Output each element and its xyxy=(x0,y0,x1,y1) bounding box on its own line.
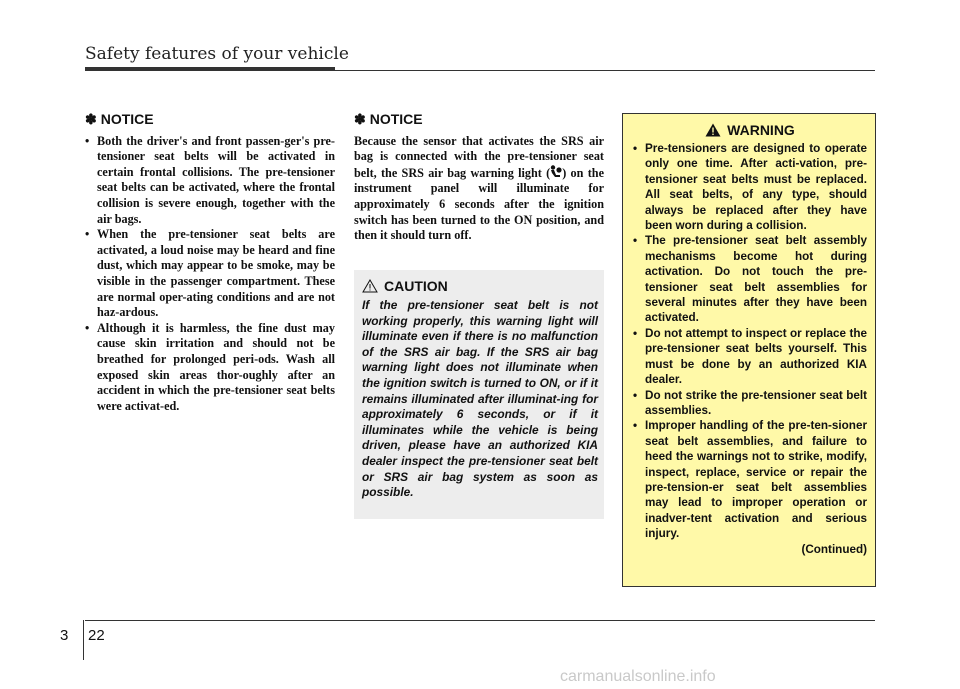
notice-left-item: • When the pre-tensioner seat belts are activated, a loud noise may be heard and fine dust, which may appear to be smoke, may be visible in the passenger compartment. These are normal oper-ating conditions and are not haz-ardous. xyxy=(85,227,335,321)
notice-star-icon: ✽ xyxy=(354,111,366,127)
page-number: 22 xyxy=(88,627,105,644)
warning-item: • Do not strike the pre-tensioner seat belt assemblies. xyxy=(633,388,867,419)
footer-rule xyxy=(85,620,875,621)
notice-left-list xyxy=(85,134,335,415)
warning-list xyxy=(633,141,867,542)
notice-right-text-before: Because the sensor that activates the SRS air bag is connected with the pre-tensioner seat belt, the SRS air bag warning light ( xyxy=(354,133,604,180)
notice-left-section xyxy=(85,112,335,414)
warning-triangle-icon xyxy=(705,123,721,137)
caution-heading-text: CAUTION xyxy=(384,278,448,294)
caution-box xyxy=(354,270,604,519)
warning-heading xyxy=(633,122,867,138)
notice-left-item: • Although it is harmless, the fine dust may cause skin irritation and should not be breathed for prolonged peri-ods. Wash all exposed skin areas thor-oughly after an accident in which the pre-tensioner seat belts were activat-ed. xyxy=(85,321,335,415)
warning-item: • Pre-tensioners are designed to operate only one time. After acti-vation, pre-tensioner seat belts must be replaced. All seat belts, of any type, should always be replaced after they have been worn during a collision. xyxy=(633,141,867,233)
footer-divider xyxy=(83,620,84,660)
caution-heading xyxy=(362,278,598,294)
section-number: 3 xyxy=(60,627,69,644)
notice-left-heading xyxy=(85,112,335,128)
notice-right-text-after: ) on the instrument panel will illuminate for approximately 6 seconds after the ignition switch has been turned to the ON position, and then it should turn off. xyxy=(354,165,604,243)
continued-label: (Continued) xyxy=(801,542,867,556)
warning-box xyxy=(622,113,876,587)
notice-right-paragraph xyxy=(354,134,604,244)
notice-right-heading-text: NOTICE xyxy=(369,111,423,127)
notice-left-item: • Both the driver's and front passen-ger's pre-tensioner seat belts will be activated in certain frontal collisions. The pre-tensioner seat belts can be activated, where the frontal collision is severe enough, together with the air bags. xyxy=(85,134,335,228)
notice-left-heading-text: NOTICE xyxy=(100,111,154,127)
notice-right-heading xyxy=(354,112,604,128)
caution-triangle-icon xyxy=(362,279,378,293)
warning-heading-text: WARNING xyxy=(727,122,795,138)
watermark: carmanualsonline.info xyxy=(560,668,716,685)
notice-star-icon: ✽ xyxy=(85,111,97,127)
caution-text: If the pre-tensioner seat belt is not working properly, this warning light will illuminate even if there is no malfunction of the SRS air bag. If the SRS air bag warning light does not illuminate when the ignition switch is turned to ON, or if it remains illuminated after illuminat-ing for approximately 6 seconds, or if it illuminates while the vehicle is being driven, please have an authorized KIA dealer inspect the pre-tensioner seat belt or SRS air bag system as soon as possible. xyxy=(362,298,598,500)
header-rule-thin xyxy=(85,70,875,71)
warning-item: • Do not attempt to inspect or replace the pre-tensioner seat belts yourself. This must be done by an authorized KIA dealer. xyxy=(633,326,867,388)
notice-right-section xyxy=(354,112,604,244)
warning-item: • The pre-tensioner seat belt assembly mechanisms become hot during activation. Do not touch the pre-tensioner seat belt assemblies for several minutes after they have been activated. xyxy=(633,233,867,325)
warning-item: • Improper handling of the pre-ten-sioner seat belt assemblies, and failure to heed the warnings not to strike, modify, inspect, replace, service or repair the pre-tension-er seat belt assemblies may lead to improper operation or inadver-tent activation and serious injury. xyxy=(633,418,867,541)
page-header-title: Safety features of your vehicle xyxy=(85,44,349,64)
airbag-warning-icon xyxy=(550,165,562,179)
